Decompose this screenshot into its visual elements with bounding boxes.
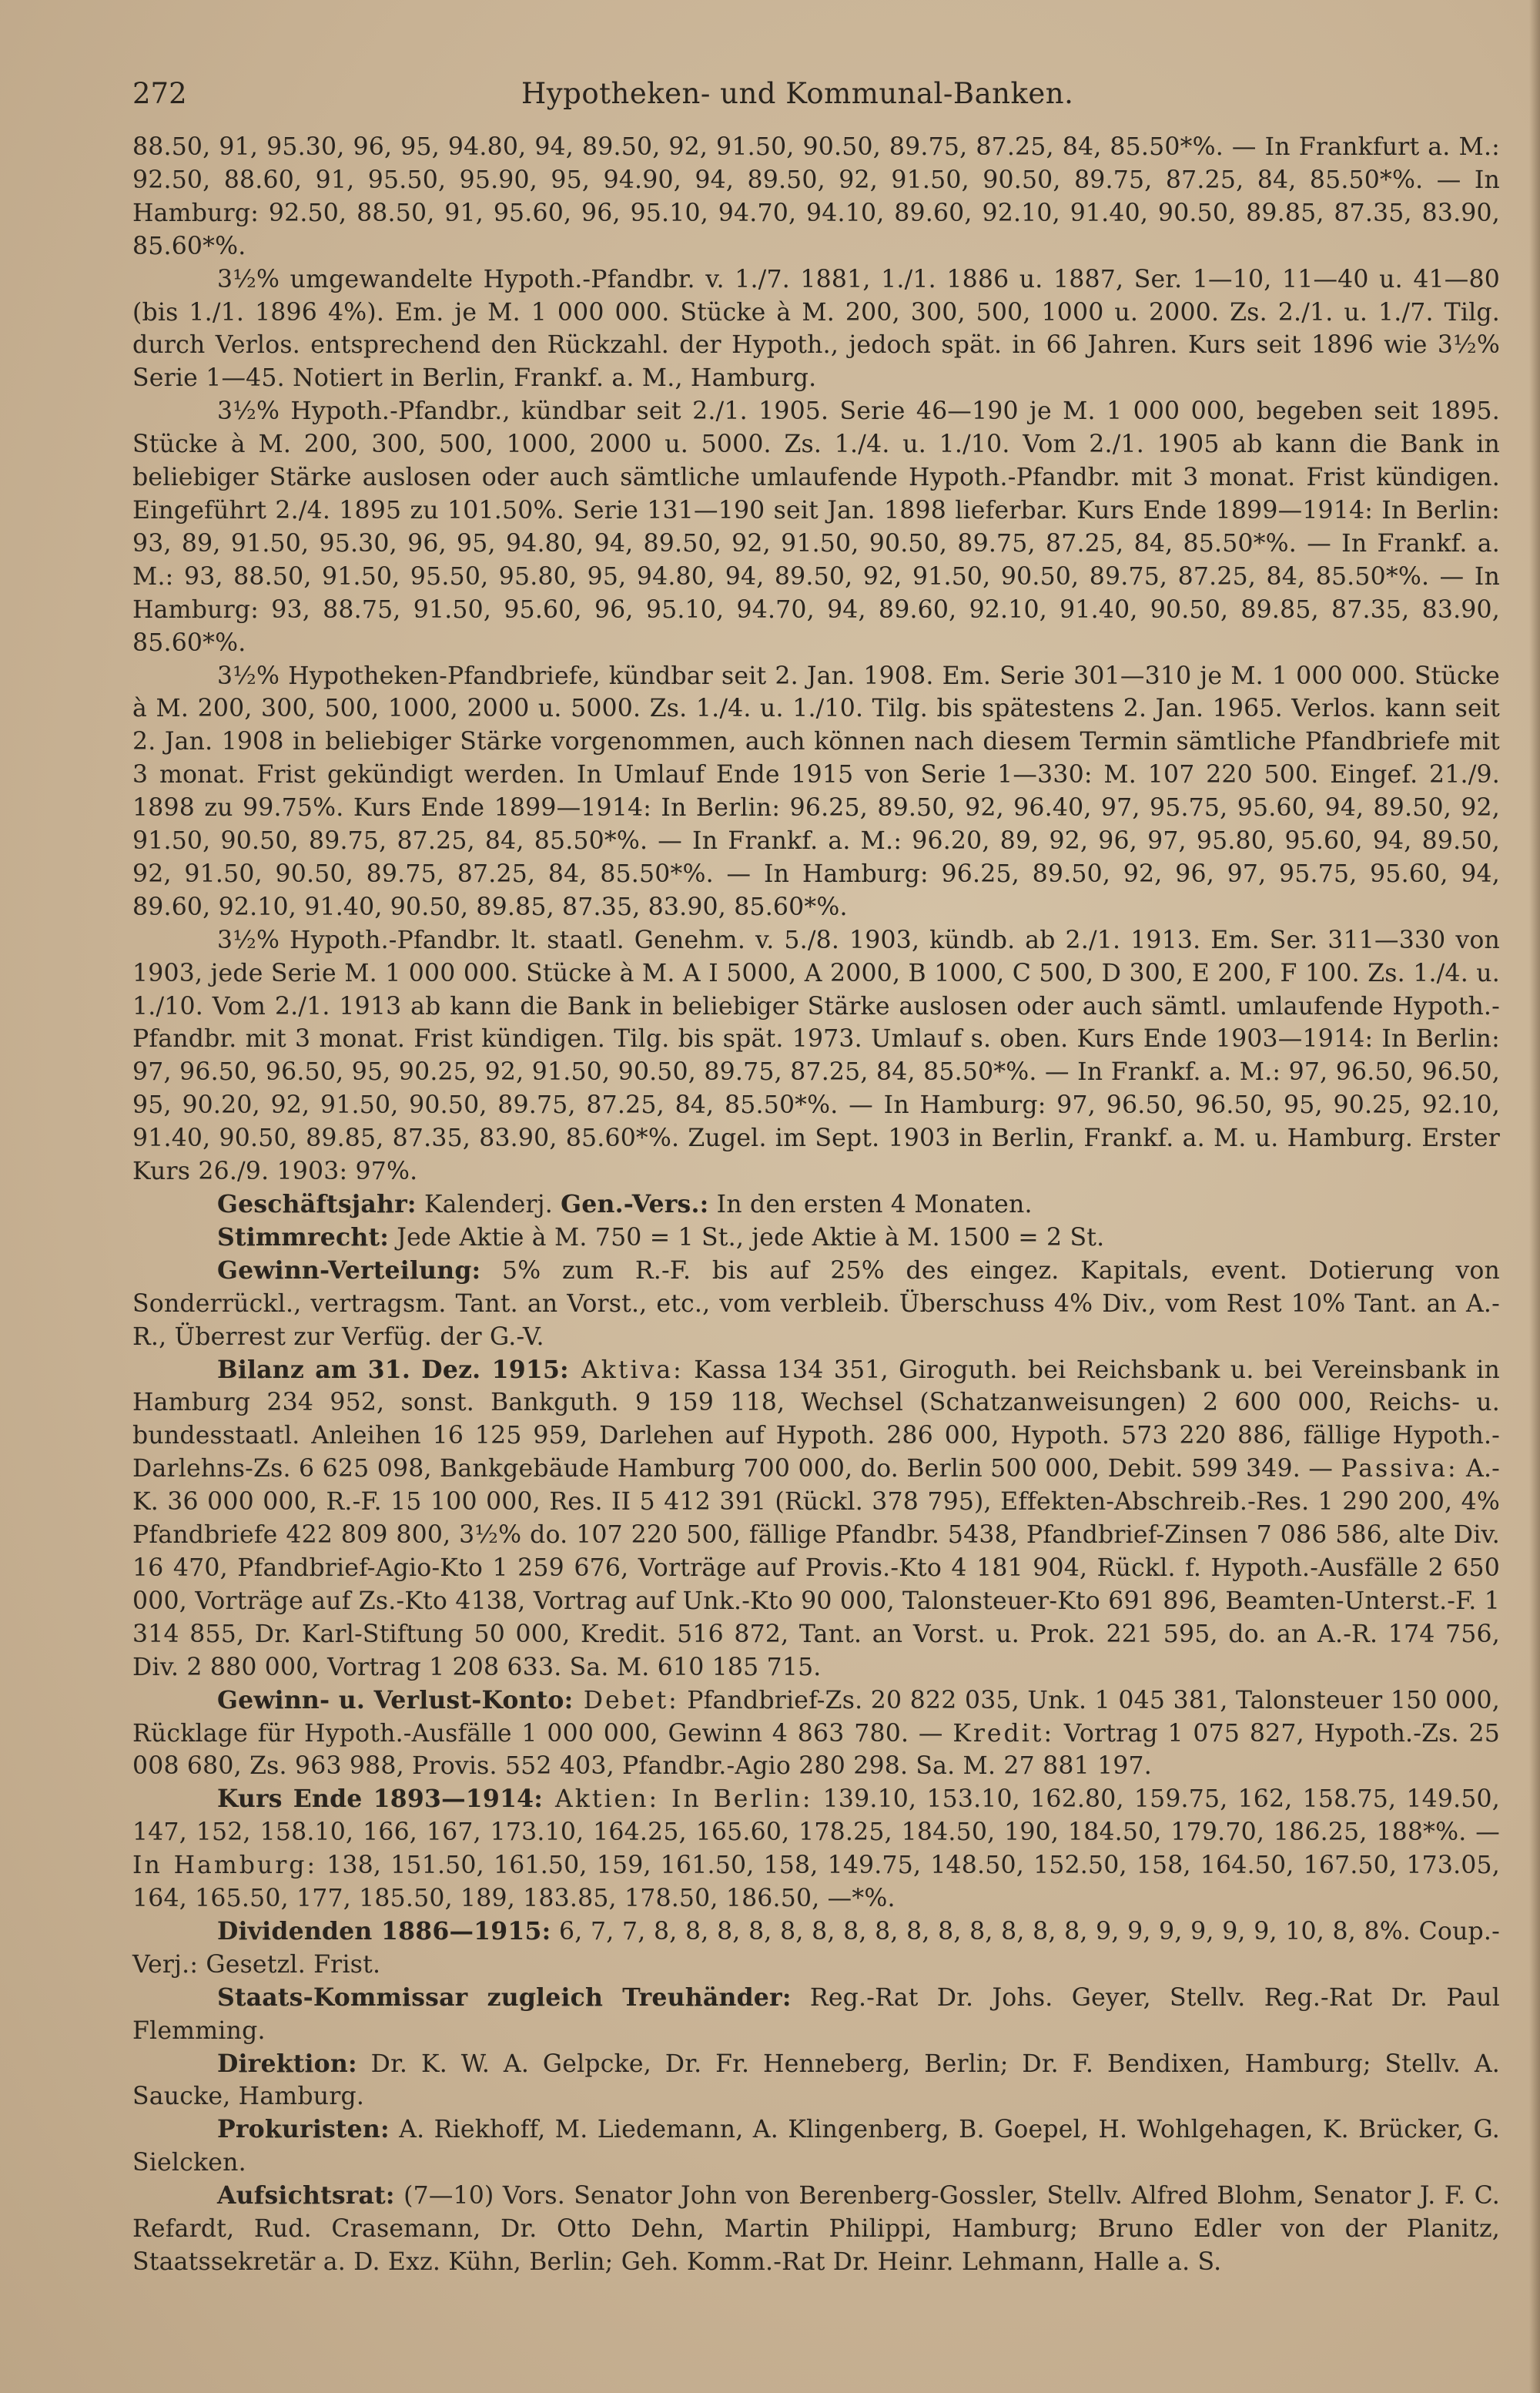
- section-heading: Dividenden 1886—1915:: [217, 1916, 551, 1946]
- document-page: [132, 77, 1500, 2279]
- paragraph-text: 139.10, 153.10, 162.80, 159.75, 162, 158.75, 149.50, 147, 152, 158.10, 166, 167, 173.10, 164.25, 165.60, 178.25, 184.50, 190, 184.50, 179.70, 186.25, 188*%. —: [132, 1785, 1500, 1847]
- paragraph-text: Pfandbrief-Zs. 20 822 035, Unk. 1 045 381, Talonsteuer 150 000, Rücklage für Hypoth.-Ausfälle 1 000 000, Gewinn 4 863 780. —: [132, 1686, 1500, 1748]
- paragraph: [132, 2113, 1500, 2180]
- paragraph: [132, 1188, 1500, 1222]
- paragraph-text: A.-K. 36 000 000, R.-F. 15 100 000, Res. II 5 412 391 (Rückl. 378 795), Effekten-Abschreib.-Res. 1 290 200, 4% Pfandbriefe 422 809 800, 3½% do. 107 220 500, fällige Pfandbr. 5438, Pfandbrief-Zinsen 7 086 586, alte Div. 16 470, Pfandbrief-Agio-Kto 1 259 676, Vorträge auf Provis.-Kto 4 181 904, Rückl. f. Hypoth.-Ausfälle 2 650 000, Vorträge auf Zs.-Kto 4138, Vortrag auf Unk.-Kto 90 000, Talonsteuer-Kto 691 896, Beamten-Unterst.-F. 1 314 855, Dr. Karl-Stiftung 50 000, Kredit. 516 872, Tant. an Vorst. u. Prok. 221 595, do. an A.-R. 174 756, Div. 2 880 000, Vortrag 1 208 633. Sa. M. 610 185 715.: [132, 1455, 1501, 1681]
- paragraph: [132, 924, 1500, 1188]
- paragraph: [132, 1222, 1500, 1255]
- paragraph-text: In Hamburg:: [132, 1852, 318, 1880]
- paragraph: [132, 1915, 1500, 1982]
- paragraph-text: 138, 151.50, 161.50, 159, 161.50, 158, 149.75, 148.50, 152.50, 158, 164.50, 167.50, 173.05, 164, 165.50, 177, 185.50, 189, 183.85, 178.50, 186.50, —*%.: [132, 1852, 1500, 1913]
- section-heading: Staats-Kommissar zugleich Treuhänder:: [217, 1982, 792, 2012]
- section-heading: Prokuristen:: [217, 2115, 390, 2144]
- page-edge-shadow: [1529, 0, 1540, 2393]
- paragraph-text: Aktien: In Berlin:: [543, 1785, 813, 1814]
- paragraph-text: 6, 7, 7, 8, 8, 8, 8, 8, 8, 8, 8, 8, 8, 8, 8, 8, 8, 9, 9, 9, 9, 9, 9, 10, 8, 8%. Coup.-Verj.: Gesetzl. Frist.: [132, 1917, 1500, 1979]
- paragraph: [132, 2048, 1500, 2114]
- section-heading: Gen.-Vers.:: [561, 1190, 709, 1218]
- paragraph-text: A. Riekhoff, M. Liedemann, A. Klingenberg, B. Goepel, H. Wohlgehagen, K. Brücker, G. Sielcken.: [132, 2116, 1500, 2177]
- section-heading: Stimmrecht:: [217, 1222, 390, 1252]
- paragraph-text: (7—10) Vors. Senator John von Berenberg-Gossler, Stellv. Alfred Blohm, Senator J. F. C. Refardt, Rud. Crasemann, Dr. Otto Dehn, Martin Philippi, Hamburg; Bruno Edler von der Planitz, Staatssekretär a. D. Exz. Kühn, Berlin; Geh. Komm.-Rat Dr. Heinr. Lehmann, Halle a. S.: [132, 2182, 1500, 2276]
- section-heading: Bilanz am 31. Dez. 1915:: [217, 1355, 569, 1384]
- paragraph: [132, 1982, 1500, 2048]
- paragraph: [132, 395, 1500, 659]
- paragraph-text: Vortrag 1 075 827, Hypoth.-Zs. 25 008 680, Zs. 963 988, Provis. 552 403, Pfandbr.-Agio 280 298. Sa. M. 27 881 197.: [132, 1719, 1500, 1781]
- paragraph-text: 3½% Hypotheken-Pfandbriefe, kündbar seit 2. Jan. 1908. Em. Serie 301—310 je M. 1 000 000. Stücke à M. 200, 300, 500, 1000, 2000 u. 5000. Zs. 1./4. u. 1./10. Tilg. bis spätestens 2. Jan. 1965. Verlos. kann seit 2. Jan. 1908 in beliebiger Stärke vorgenommen, auch können nach diesem Termin sämtliche Pfandbriefe mit 3 monat. Frist gekündigt werden. In Umlauf Ende 1915 von Serie 1—330: M. 107 220 500. Eingef. 21./9. 1898 zu 99.75%. Kurs Ende 1899—1914: In Berlin: 96.25, 89.50, 92, 96.40, 97, 95.75, 95.60, 94, 89.50, 92, 91.50, 90.50, 89.75, 87.25, 84, 85.50*%. — In Frankf. a. M.: 96.20, 89, 92, 96, 97, 95.80, 95.60, 94, 89.50, 92, 91.50, 90.50, 89.75, 87.25, 84, 85.50*%. — In Hamburg: 96.25, 89.50, 92, 96, 97, 95.75, 95.60, 94, 89.60, 92.10, 91.40, 90.50, 89.85, 87.35, 83.90, 85.60*%.: [132, 662, 1500, 921]
- paragraph-text: Dr. K. W. A. Gelpcke, Dr. Fr. Henneberg, Berlin; Dr. F. Bendixen, Hamburg; Stellv. A. Saucke, Hamburg.: [132, 2049, 1500, 2111]
- paragraph: [132, 660, 1500, 924]
- paragraph-text: Kredit:: [952, 1719, 1055, 1748]
- paragraph-text: Kalenderj.: [416, 1191, 561, 1218]
- section-heading: Direktion:: [217, 2049, 357, 2078]
- paragraph-text: Passiva:: [1341, 1455, 1458, 1483]
- paragraph: [132, 2180, 1500, 2279]
- paragraph-text: Kassa 134 351, Giroguth. bei Reichsbank u. bei Vereinsbank in Hamburg 234 952, sonst. Bankguth. 9 159 118, Wechsel (Schatzanweisungen) 2 600 000, Reichs- u. bundesstaatl. Anleihen 16 125 959, Darlehen auf Hypoth. 286 000, Hypoth. 573 220 886, fällige Hypoth.-Darlehns-Zs. 6 625 098, Bankgebäude Hamburg 700 000, do. Berlin 500 000, Debit. 599 349. —: [132, 1356, 1500, 1483]
- paragraph-text: 3½% Hypoth.-Pfandbr. lt. staatl. Genehm. v. 5./8. 1903, kündb. ab 2./1. 1913. Em. Ser. 311—330 von 1903, jede Serie M. 1 000 000. Stücke à M. A I 5000, A 2000, B 1000, C 500, D 300, E 200, F 100. Zs. 1./4. u. 1./10. Vom 2./1. 1913 ab kann die Bank in beliebiger Stärke auslosen oder auch sämtl. umlaufende Hypoth.-Pfandbr. mit 3 monat. Frist kündigen. Tilg. bis spät. 1973. Umlauf s. oben. Kurs Ende 1903—1914: In Berlin: 97, 96.50, 96.50, 95, 90.25, 92, 91.50, 90.50, 89.75, 87.25, 84, 85.50*%. — In Frankf. a. M.: 97, 96.50, 96.50, 95, 90.20, 92, 91.50, 90.50, 89.75, 87.25, 84, 85.50*%. — In Hamburg: 97, 96.50, 96.50, 95, 90.25, 92.10, 91.40, 90.50, 89.85, 87.35, 83.90, 85.60*%. Zugel. im Sept. 1903 in Berlin, Frankf. a. M. u. Hamburg. Erster Kurs 26./9. 1903: 97%.: [132, 926, 1500, 1186]
- paragraph-text: Reg.-Rat Dr. Johs. Geyer, Stellv. Reg.-Rat Dr. Paul Flemming.: [132, 1983, 1500, 2045]
- paragraph-text: Debet:: [573, 1686, 679, 1714]
- section-heading: Gewinn- u. Verlust-Konto:: [217, 1685, 574, 1714]
- paragraph-text: Aktiva:: [568, 1356, 684, 1384]
- paragraph-text: 3½% Hypoth.-Pfandbr., kündbar seit 2./1. 1905. Serie 46—190 je M. 1 000 000, begeben seit 1895. Stücke à M. 200, 300, 500, 1000, 2000 u. 5000. Zs. 1./4. u. 1./10. Vom 2./1. 1905 ab kann die Bank in beliebiger Stärke auslosen oder auch sämtliche umlaufende Hypoth.-Pfandbr. mit 3 monat. Frist kündigen. Eingeführt 2./4. 1895 zu 101.50%. Serie 131—190 seit Jan. 1898 lieferbar. Kurs Ende 1899—1914: In Berlin: 93, 89, 91.50, 95.30, 96, 95, 94.80, 94, 89.50, 92, 91.50, 90.50, 89.75, 87.25, 84, 85.50*%. — In Frankf. a. M.: 93, 88.50, 91.50, 95.50, 95.80, 95, 94.80, 94, 89.50, 92, 91.50, 90.50, 89.75, 87.25, 84, 85.50*%. — In Hamburg: 93, 88.75, 91.50, 95.60, 96, 95.10, 94.70, 94, 89.60, 92.10, 91.40, 90.50, 89.85, 87.35, 83.90, 85.60*%.: [132, 397, 1500, 657]
- paragraph-text: 88.50, 91, 95.30, 96, 95, 94.80, 94, 89.50, 92, 91.50, 90.50, 89.75, 87.25, 84, 85.50*%. — In Frankfurt a. M.: 92.50, 88.60, 91, 95.50, 95.90, 95, 94.90, 94, 89.50, 92, 91.50, 90.50, 89.75, 87.25, 84, 85.50*%. — In Hamburg: 92.50, 88.50, 91, 95.60, 96, 95.10, 94.70, 94.10, 89.60, 92.10, 91.40, 90.50, 89.85, 87.35, 83.90, 85.60*%.: [132, 133, 1500, 260]
- body-text: [132, 131, 1500, 2279]
- paragraph: [132, 263, 1500, 396]
- paragraph: [132, 1684, 1500, 1784]
- section-heading: Kurs Ende 1893—1914:: [217, 1785, 544, 1814]
- paragraph: [132, 1255, 1500, 1354]
- paragraph: [132, 131, 1500, 263]
- paragraph-text: 3½% umgewandelte Hypoth.-Pfandbr. v. 1./7. 1881, 1./1. 1886 u. 1887, Ser. 1—10, 11—40 u. 41—80 (bis 1./1. 1896 4%). Em. je M. 1 000 000. Stücke à M. 200, 300, 500, 1000 u. 2000. Zs. 2./1. u. 1./7. Tilg. durch Verlos. entsprechend den Rückzahl. der Hypoth., jedoch spät. in 66 Jahren. Kurs seit 1896 wie 3½% Serie 1—45. Notiert in Berlin, Frankf. a. M., Hamburg.: [132, 265, 1500, 393]
- section-heading: Geschäftsjahr:: [217, 1190, 417, 1218]
- section-heading: Aufsichtsrat:: [217, 2181, 395, 2210]
- section-heading: Gewinn-Verteilung:: [217, 1255, 481, 1285]
- paragraph-text: In den ersten 4 Monaten.: [708, 1191, 1033, 1218]
- paragraph: [132, 1354, 1500, 1684]
- running-title: Hypotheken- und Kommunal-Banken.: [521, 77, 1074, 110]
- paragraph: [132, 1783, 1500, 1915]
- paragraph-text: Jede Aktie à M. 750 = 1 St., jede Aktie à M. 1500 = 2 St.: [389, 1223, 1105, 1252]
- page-number: 272: [132, 77, 187, 110]
- page-header: [132, 77, 1500, 123]
- paragraph-text: 5% zum R.-F. bis auf 25% des eingez. Kapitals, event. Dotierung von Sonderrückl., vertragsm. Tant. an Vorst., etc., vom verbleib. Überschuss 4% Div., vom Rest 10% Tant. an A.-R., Überrest zur Verfüg. der G.-V.: [132, 1256, 1500, 1351]
